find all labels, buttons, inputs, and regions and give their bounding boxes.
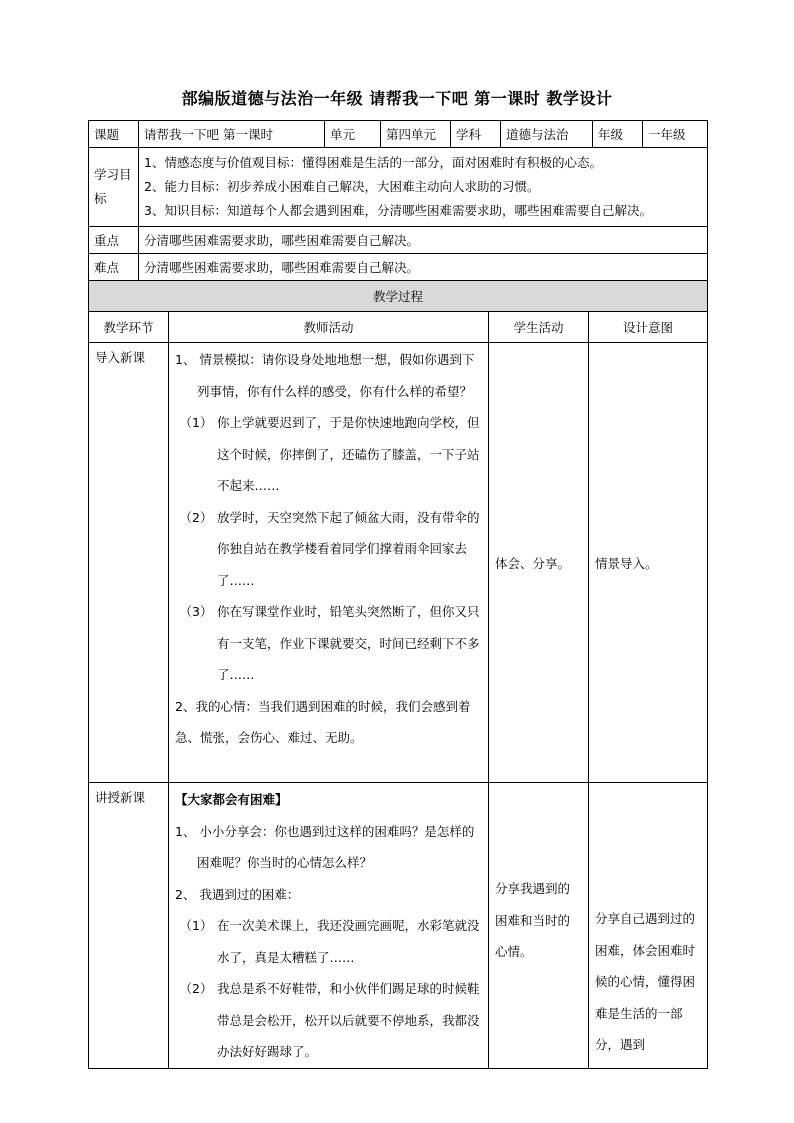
new-teacher-activity <box>169 783 489 1069</box>
intro-scenario: 1、 情景模拟：请你设身处地地想一想，假如你遇到下列事情，你有什么样的感受，你有什么样的希望？ <box>175 352 475 399</box>
section-heading: 【大家都会有困难】 <box>175 792 288 807</box>
goals-label: 学习目标 <box>89 148 139 227</box>
difficulty-label: 难点 <box>89 254 139 281</box>
list-item: （2） 放学时，天空突然下起了倾盆大雨，没有带伞的你独自站在教学楼看着同学们撑着雨伞回家去了…… <box>179 509 480 588</box>
list-item: （2） 我总是系不好鞋带，和小伙伴们踢足球的时候鞋带总是会松开，松开以后就要不停地系，我都没办法好好踢球了。 <box>179 981 480 1059</box>
intro-row <box>89 343 708 783</box>
lesson-value: 请帮我一下吧 第一课时 <box>139 121 325 148</box>
list-item: （1） 在一次美术课上，我还没画完画呢，水彩笔就没水了，真是太糟糕了…… <box>179 918 480 965</box>
column-header-row <box>89 312 708 343</box>
key-label: 重点 <box>89 227 139 254</box>
lesson-row <box>89 121 708 148</box>
list-item: （1） 你上学就要迟到了，于是你快速地跑向学校，但这个时候，你摔倒了，还磕伤了膝盖，一下子站不起来…… <box>179 415 480 493</box>
difficulties-intro: 2、 我遇到过的困难： <box>175 886 300 902</box>
grade-value: 一年级 <box>643 121 708 148</box>
intro-design-intent: 情景导入。 <box>589 343 708 783</box>
unit-label: 单元 <box>325 121 381 148</box>
difficulty-row <box>89 254 708 281</box>
goal-item: 1、情感态度与价值观目标：懂得困难是生活的一部分，面对困难时有积极的心态。 <box>144 155 602 170</box>
column-header: 教师活动 <box>169 312 489 343</box>
new-student-activity: 分享我遇到的困难和当时的心情。 <box>489 783 589 1069</box>
new-design-intent: 分享自己遇到过的困难，体会困难时候的心情，懂得困难是生活的一部分，遇到 <box>589 783 708 1069</box>
goal-item: 3、知识目标：知道每个人都会遇到困难，分清哪些困难需要求助，哪些困难需要自己解决。 <box>144 203 652 218</box>
goals-row <box>89 148 708 227</box>
list-item: （3） 你在写课堂作业时，铅笔头突然断了，但你又只有一支笔，作业下课就要交，时间已经剩下不多了…… <box>179 604 480 682</box>
subject-value: 道德与法治 <box>501 121 593 148</box>
lesson-info-table <box>88 120 708 281</box>
column-header: 教学环节 <box>89 312 169 343</box>
stage-new-lesson: 讲授新课 <box>89 783 169 1069</box>
key-row <box>89 227 708 254</box>
difficulty-value: 分清哪些困难需要求助，哪些困难需要自己解决。 <box>139 254 708 281</box>
column-header: 设计意图 <box>589 312 708 343</box>
lesson-label: 课题 <box>89 121 139 148</box>
goal-item: 2、能力目标：初步养成小困难自己解决，大困难主动向人求助的习惯。 <box>144 179 540 194</box>
teaching-process-table <box>88 280 708 1069</box>
intro-teacher-activity <box>169 343 489 783</box>
column-header: 学生活动 <box>489 312 589 343</box>
unit-value: 第四单元 <box>381 121 451 148</box>
subject-label: 学科 <box>451 121 501 148</box>
intro-student-activity: 体会、分享。 <box>489 343 589 783</box>
new-lesson-row <box>89 783 708 1069</box>
document-title: 部编版道德与法治一年级 请帮我一下吧 第一课时 教学设计 <box>181 89 613 108</box>
grade-label: 年级 <box>593 121 643 148</box>
key-value: 分清哪些困难需要求助，哪些困难需要自己解决。 <box>139 227 708 254</box>
goals-list <box>139 148 708 227</box>
sharing-prompt: 1、 小小分享会：你也遇到过这样的困难吗？是怎样的困难呢？你当时的心情怎么样？ <box>175 823 475 870</box>
stage-intro: 导入新课 <box>89 343 169 783</box>
intro-feelings: 2、我的心情：当我们遇到困难的时候，我们会感到着急、慌张，会伤心、难过、无助。 <box>175 698 471 745</box>
process-heading: 教学过程 <box>89 281 708 312</box>
